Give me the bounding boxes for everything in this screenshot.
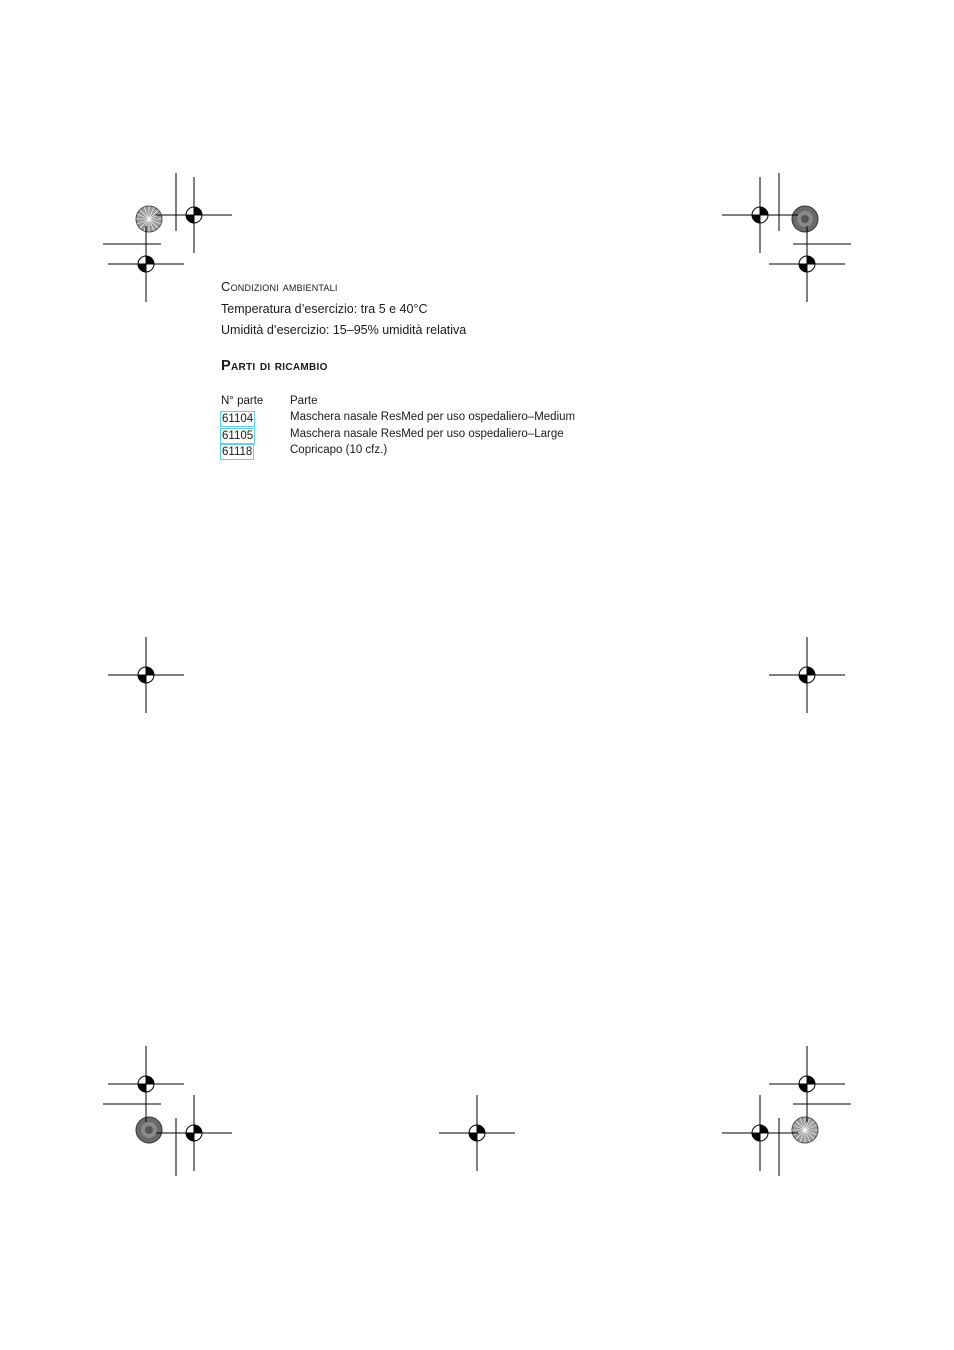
part-description: Copricapo (10 cfz.) xyxy=(290,444,388,456)
operating-temperature: Temperatura d’esercizio: tra 5 e 40°C xyxy=(221,302,428,316)
operating-humidity: Umidità d’esercizio: 15–95% umidità relativa xyxy=(221,323,467,337)
spare-parts-heading: Parti di ricambio xyxy=(221,358,328,374)
part-number-link[interactable]: 61104 xyxy=(222,413,254,425)
part-description: Maschera nasale ResMed per uso ospedaliero–Medium xyxy=(290,411,576,423)
header-part-number: N° parte xyxy=(221,395,264,407)
part-description: Maschera nasale ResMed per uso ospedaliero–Large xyxy=(290,428,564,440)
part-number-link[interactable]: 61118 xyxy=(222,446,253,458)
part-number-link[interactable]: 61105 xyxy=(222,430,254,442)
environment-heading: Condizioni ambientali xyxy=(221,279,338,294)
header-part: Parte xyxy=(290,395,318,407)
